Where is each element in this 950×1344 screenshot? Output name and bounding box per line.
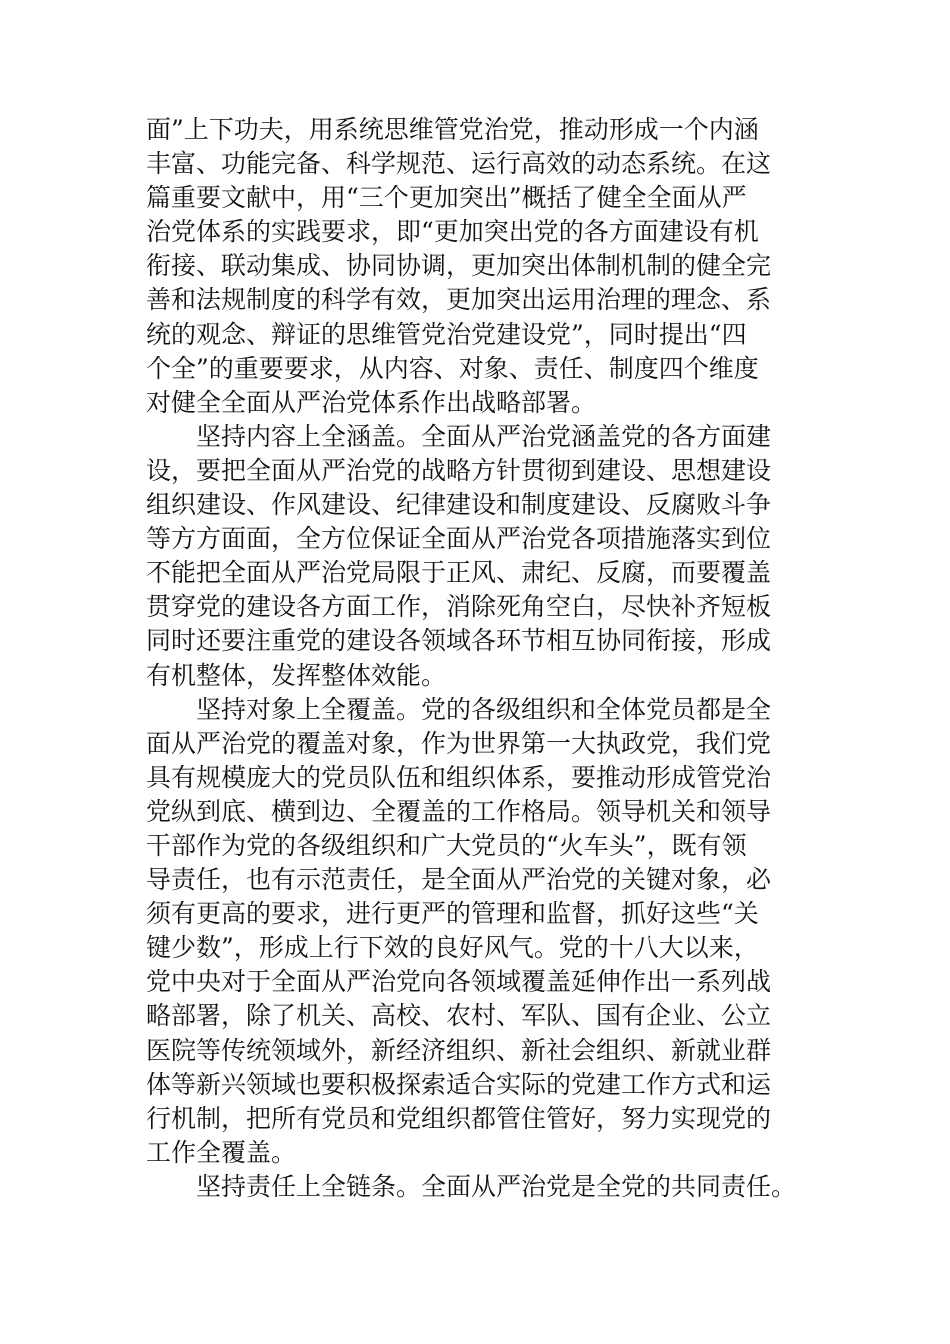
text-line: 党纵到底、横到边、全覆盖的工作格局。领导机关和领导 [146, 796, 772, 826]
text-line: 篇重要文献中，用“三个更加突出”概括了健全全面从严 [146, 183, 747, 213]
text-line: 同时还要注重党的建设各领域各环节相互协同衔接，形成 [146, 626, 772, 656]
text-line: 丰富、功能完备、科学规范、运行高效的动态系统。在这 [146, 149, 772, 179]
text-line: 导责任，也有示范责任，是全面从严治党的关键对象，必 [146, 865, 772, 895]
text-line: 有机整体，发挥整体效能。 [146, 660, 447, 690]
text-line: 干部作为党的各级组织和广大党员的“火车头”，既有领 [146, 830, 747, 860]
text-line: 设，要把全面从严治党的战略方针贯彻到建设、思想建设 [146, 455, 772, 485]
text-line: 贯穿党的建设各方面工作，消除死角空白，尽快补齐短板 [146, 592, 772, 622]
text-line: 面从严治党的覆盖对象，作为世界第一大执政党，我们党 [146, 728, 772, 758]
body-text [146, 113, 818, 1204]
text-line: 略部署，除了机关、高校、农村、军队、国有企业、公立 [146, 1001, 772, 1031]
text-line: 体等新兴领域也要积极探索适合实际的党建工作方式和运 [146, 1069, 772, 1099]
text-line: 个全”的重要要求，从内容、对象、责任、制度四个维度 [146, 353, 759, 383]
text-line: 须有更高的要求，进行更严的管理和监督，抓好这些“关 [146, 899, 759, 929]
text-line: 键少数”，形成上行下效的良好风气。党的十八大以来， [146, 933, 759, 963]
text-line: 不能把全面从严治党局限于正风、肃纪、反腐，而要覆盖 [146, 558, 772, 588]
text-line: 等方方面面，全方位保证全面从严治党各项措施落实到位 [146, 524, 772, 554]
text-line: 行机制，把所有党员和党组织都管住管好，努力实现党的 [146, 1103, 772, 1133]
paragraph-first-line: 坚持责任上全链条。全面从严治党是全党的共同责任。 [196, 1171, 797, 1201]
text-line: 对健全全面从严治党体系作出战略部署。 [146, 387, 597, 417]
text-line: 医院等传统领域外，新经济组织、新社会组织、新就业群 [146, 1035, 772, 1065]
text-line: 具有规模庞大的党员队伍和组织体系，要推动形成管党治 [146, 762, 772, 792]
text-line: 善和法规制度的科学有效，更加突出运用治理的理念、系 [146, 285, 772, 315]
text-line: 衔接、联动集成、协同协调，更加突出体制机制的健全完 [146, 251, 772, 281]
text-line: 党中央对于全面从严治党向各领域覆盖延伸作出一系列战 [146, 967, 772, 997]
text-line: 面”上下功夫，用系统思维管党治党，推动形成一个内涵 [146, 115, 759, 144]
paragraph-first-line: 坚持对象上全覆盖。党的各级组织和全体党员都是全 [196, 694, 772, 724]
text-line: 工作全覆盖。 [146, 1137, 297, 1167]
paragraph-first-line: 坚持内容上全涵盖。全面从严治党涵盖党的各方面建 [196, 421, 772, 451]
text-line: 治党体系的实践要求，即“更加突出党的各方面建设有机 [146, 217, 759, 247]
text-line: 组织建设、作风建设、纪律建设和制度建设、反腐败斗争 [146, 490, 772, 520]
text-line: 统的观念、辩证的思维管党治党建设党”，同时提出“四 [146, 319, 747, 349]
